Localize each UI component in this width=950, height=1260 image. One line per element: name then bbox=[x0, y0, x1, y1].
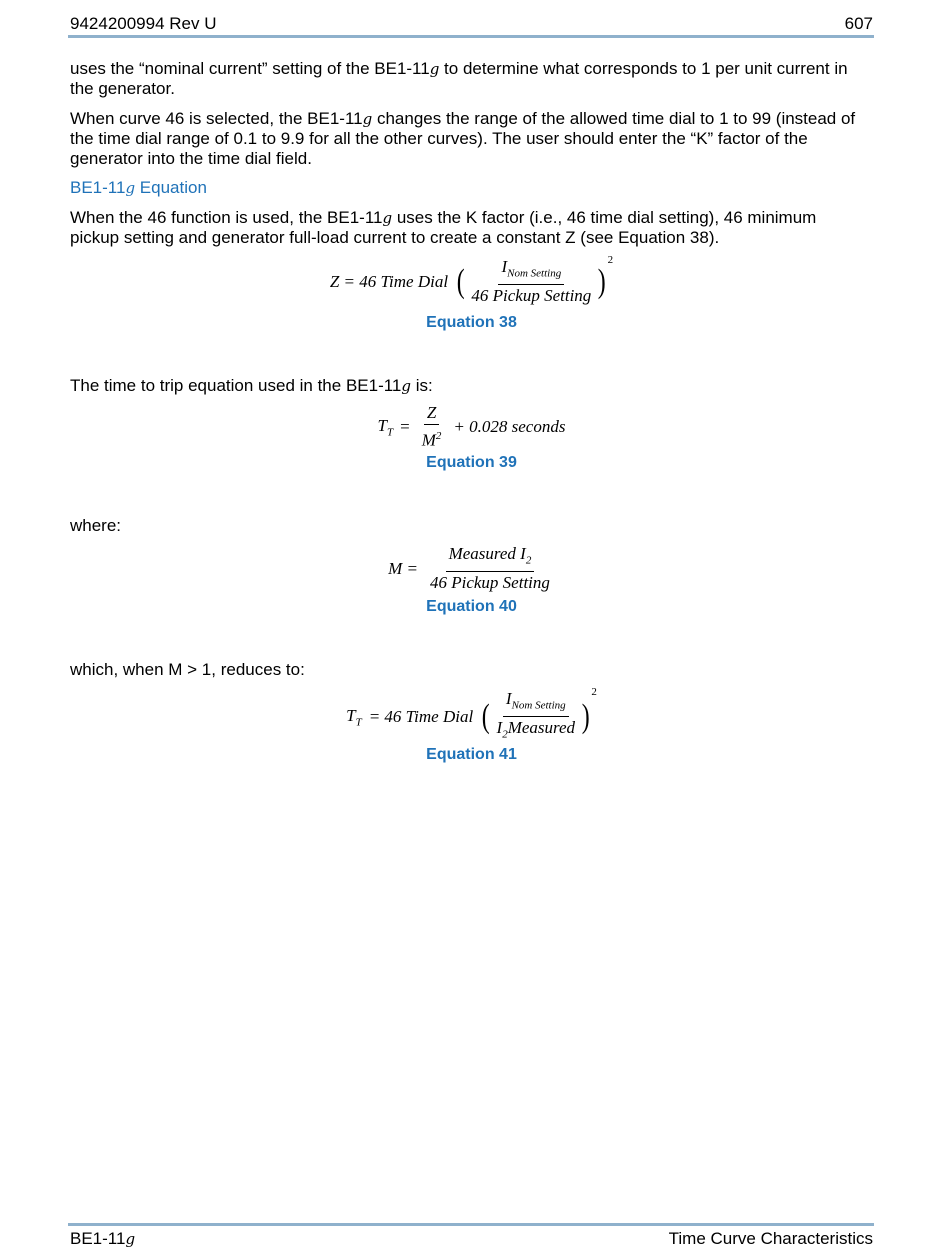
heading-text: BE1-11 bbox=[70, 178, 126, 197]
left-parenthesis: ( bbox=[481, 697, 490, 735]
fraction-numerator bbox=[503, 690, 569, 717]
product-name: BE1-11 bbox=[70, 1229, 126, 1248]
equation-lhs: Z = 46 Time Dial bbox=[329, 271, 449, 291]
paragraph-nominal-current bbox=[70, 59, 870, 99]
paragraph-text: uses the “nominal current” setting of the BE1-11 bbox=[70, 59, 430, 78]
equation-caption: Equation 40 bbox=[426, 598, 517, 615]
paragraph-text: The time to trip equation used in the BE1-11 bbox=[70, 376, 402, 395]
equation-fraction bbox=[468, 258, 594, 305]
fraction-numerator: Z bbox=[424, 404, 439, 425]
equation-40 bbox=[0, 545, 943, 592]
fraction-denominator bbox=[419, 425, 445, 450]
paragraph-46-function bbox=[70, 208, 870, 248]
equation-lhs bbox=[378, 416, 394, 438]
subscript: Nom Setting bbox=[507, 267, 562, 280]
fraction-numerator bbox=[446, 545, 535, 572]
equation-lhs bbox=[346, 706, 362, 728]
equals-sign: = bbox=[400, 416, 410, 436]
model-suffix: g bbox=[362, 110, 373, 128]
equation-caption: Equation 39 bbox=[426, 454, 517, 471]
section-heading bbox=[70, 178, 207, 198]
equation-caption: Equation 41 bbox=[426, 746, 517, 763]
current-symbol: I bbox=[496, 718, 503, 738]
exponent: 2 bbox=[607, 254, 614, 266]
fraction-denominator bbox=[494, 717, 579, 743]
model-suffix: g bbox=[429, 60, 440, 78]
equation-lhs: M = bbox=[388, 558, 418, 578]
paragraph-curve-46 bbox=[70, 109, 870, 169]
footer-product bbox=[70, 1229, 135, 1249]
model-suffix: g bbox=[125, 1230, 136, 1248]
heading-text: Equation bbox=[135, 178, 207, 197]
equation-caption: Equation 38 bbox=[426, 314, 517, 331]
numerator-text: Measured I bbox=[448, 544, 526, 563]
exponent: 2 bbox=[591, 686, 597, 698]
paragraph-text: uses the K factor (i.e., 46 time dial setting), 46 minimum pickup setting and generator full-load current to create a constant Z (see Equation 38). bbox=[70, 208, 817, 247]
paragraph-time-to-trip bbox=[70, 376, 870, 396]
equation-39 bbox=[0, 404, 943, 450]
paragraph-text: When the 46 function is used, the BE1-11 bbox=[70, 208, 383, 227]
subscript: Nom Setting bbox=[511, 699, 566, 712]
document-number: 9424200994 Rev U bbox=[70, 14, 217, 33]
paragraph-text: When curve 46 is selected, the BE1-11 bbox=[70, 109, 363, 128]
paragraph-text: to determine what corresponds to 1 per unit current in the generator. bbox=[70, 59, 848, 98]
equation-41 bbox=[0, 686, 943, 744]
model-suffix: g bbox=[382, 209, 393, 227]
multiple-symbol: M bbox=[421, 430, 436, 450]
paragraph-text: is: bbox=[411, 376, 433, 395]
paragraph-text: changes the range of the allowed time dial to 1 to 99 (instead of the time dial range of 0.1 to 9.9 for all the other curves). The user should enter the “K” factor of the generator into the time dial field. bbox=[70, 109, 856, 168]
left-parenthesis: ( bbox=[456, 262, 465, 300]
model-suffix: g bbox=[401, 377, 411, 395]
fraction-denominator: 46 Pickup Setting bbox=[429, 573, 550, 593]
subscript: 2 bbox=[525, 554, 532, 567]
equation-fraction bbox=[419, 404, 445, 450]
right-parenthesis: ) bbox=[581, 697, 590, 735]
footer-rule bbox=[68, 1223, 874, 1226]
equation-rhs: + 0.028 seconds bbox=[453, 416, 566, 436]
paragraph-reduces-to: which, when M > 1, reduces to: bbox=[70, 660, 305, 679]
right-parenthesis: ) bbox=[598, 262, 606, 300]
fraction-denominator: 46 Pickup Setting bbox=[471, 286, 592, 306]
page-number: 607 bbox=[844, 14, 873, 33]
equation-fraction bbox=[427, 545, 553, 592]
equation-38 bbox=[0, 254, 943, 306]
current-symbol: I bbox=[501, 257, 508, 276]
subscript: T bbox=[355, 716, 362, 729]
header-rule bbox=[68, 35, 874, 38]
current-symbol: I bbox=[505, 689, 512, 708]
trip-time-symbol: T bbox=[346, 705, 356, 725]
equation-lhs-rest: = 46 Time Dial bbox=[368, 706, 474, 726]
fraction-numerator bbox=[498, 258, 564, 285]
trip-time-symbol: T bbox=[377, 415, 388, 435]
subscript: T bbox=[387, 426, 394, 439]
subscript: 2 bbox=[502, 728, 508, 741]
paragraph-where: where: bbox=[70, 516, 122, 535]
denominator-text: Measured bbox=[507, 718, 576, 738]
equation-fraction bbox=[494, 690, 579, 744]
model-suffix: g bbox=[125, 179, 136, 197]
footer-section-title: Time Curve Characteristics bbox=[668, 1229, 873, 1248]
superscript: 2 bbox=[435, 430, 442, 442]
